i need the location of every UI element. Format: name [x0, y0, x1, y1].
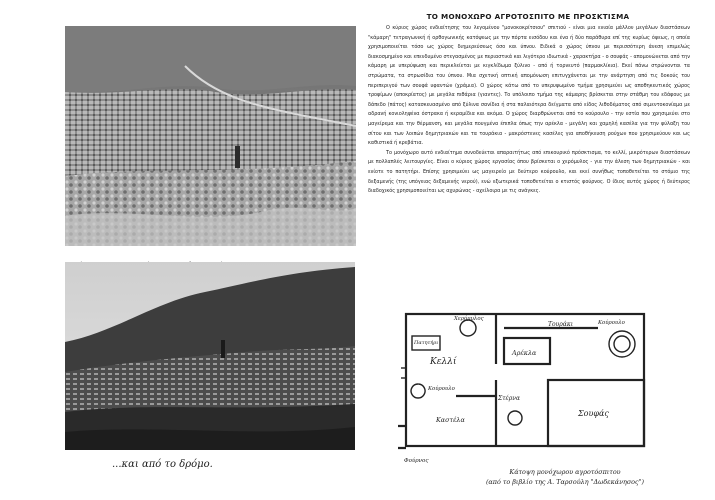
paragraph: Ο κύριος χώρος ενδιαίτησης του λεγομένου "μονοκοκρίτσιου" σπιτιού - είναι μια ενιαία μάλλον μεγάλων διαστάσεων "κάμαρη" τετραγωνική ή ορθογωνικής κατόψεως με την πόρτα εισόδου και ένα ή δύο παράθυρα επί της κυρίως όψεως, η οποία χρησιμοποιείται τόσο ως χώρος διημερεύσεως όσο και ύπνου. Ειδικά ο χώρος ύπνου με περισσότερη άνεση επιμελώς διακοσμημένο και επενδυμένο στεγασμένος με περιαστικά και λιγότερο ιδιωτικά - χαρακτήρα - ο σουφάς - απομονώνεται από την κάμαρη με υπερύψωση και περικλείεται με κιγκλίδωμα ξύλινο - από ή τορνευτό (παρμακλίκια). Εκεί πάνω στρώνονται τα στρώματα, τα στρωσίδια του ύπνου. Μια σχετική οπτική απομόνωση επιτυγχάνεται με την ανάρτηση από τις δοκούς του περιπεριγού των σουφά υφαντών (χράμια). Ο χώρος κάτω από το υπερυψωμένο τμήμα χρησιμεύει ως αποθηκευτικός χώρος τροφίμων (αποκρίατος) με μεγάλα πιθάρια (γιαντες). Το υπόλοιπο τμήμα της κάμαρης βρίσκεται στην στάθμη του εδάφους με δάπεδο (πάτος) κατασκευασμένο από ξύλινα σανίδια ή στα παλαιότερα δείγματα από είδος λιθοδέματος από σιμεντοκονίαμα με αδρανή κονιοληψένα όστρακα ή κεραμίδια και ακόμα. Ο χώρος διαρθρώνεται από το κούρουλο - την εστία που χρησιμεύει στο μαγείρεμα και την θέρμανση, και μεγάλα πουγμένα έπιπλα όπως την αρέκλα - μεγάλη και χαμηλή κασέλα για την φύλαξη του σίτου και των λοιπών δημητριακών και τα τουράκια - μακρόστενες κασέλες για αποθήκευση ρούχων που χρησιμεύουν και ως καθιστικά ή κρεβάτια.	[368, 25, 690, 147]
photo-bottom-caption: ...και από το δρόμο.	[112, 459, 213, 470]
plan-label-patitiri: Πατητήρι	[414, 340, 439, 346]
plan-label-kourouolo-top: Κούρουλο	[598, 320, 625, 326]
floor-plan-caption-line: (από το βιβλίο της Α. Ταρσούλη "Δωδεκάνησος")	[485, 478, 645, 486]
section-title: ΤΟ ΜΟΝΟΧΩΡΟ ΑΓΡΟΤΟΣΠΙΤΟ ΜΕ ΠΡΟΣΚΤΙΣΜΑ	[426, 12, 630, 21]
floor-plan-caption	[450, 467, 680, 487]
plan-label-kastela: Καστέλα	[436, 416, 465, 424]
photo-village-from-castle	[65, 26, 356, 246]
plan-label-sterna: Στέρνα	[498, 395, 521, 402]
floor-plan	[398, 308, 654, 466]
plan-label-cheromylos: Χερόμυλος	[454, 316, 484, 322]
plan-label-kelli: Κελλί	[430, 357, 457, 367]
plan-label-tourakia: Τουράκι	[548, 321, 574, 328]
photo-village-from-road	[65, 262, 355, 450]
body-text	[368, 24, 690, 197]
plan-label-kourouolo-mid: Κούρουλο	[428, 386, 455, 392]
floor-plan-caption-line: Κάτοψη μονόχωρου αγροτόσπιτου	[509, 468, 621, 476]
paragraph: Το μονόχωρο αυτό ενδιαίτημα συνοδεύεται απαραιτήτως από επικουρικό πρόσκτισμα, το κελλί, μικρότερων διαστάσεων με πολλαπλές λειτουργίες. Είναι ο κύριος χώρος εργασίας όπου βρίσκεται ο χερόμυλος - για την άλεση των δημητριακών - και ενίοτε το πατητήρι. Επίσης χρησιμεύει ως μαγειρείο με δεύτερο κούρουλο, και εκεί συνήθως τοποθετείται το στόμιο της δεξαμενής (της υπόγειας δεξαμενής νερού), ενώ εξωτερικά τοποθετείται ο κτιστός φούρνος. Ο ίδιος αυτός χώρος ή δεύτερος διαδοχικός χρησιμοποιείται ως αχυρώνας - αχείλοιρα με τις ανάγκες.	[368, 149, 690, 195]
plan-label-arekla: Αρέκλα	[512, 349, 537, 357]
plan-label-soufas: Σουφάς	[578, 409, 609, 418]
plan-label-fournos: Φούρνος	[404, 458, 429, 464]
